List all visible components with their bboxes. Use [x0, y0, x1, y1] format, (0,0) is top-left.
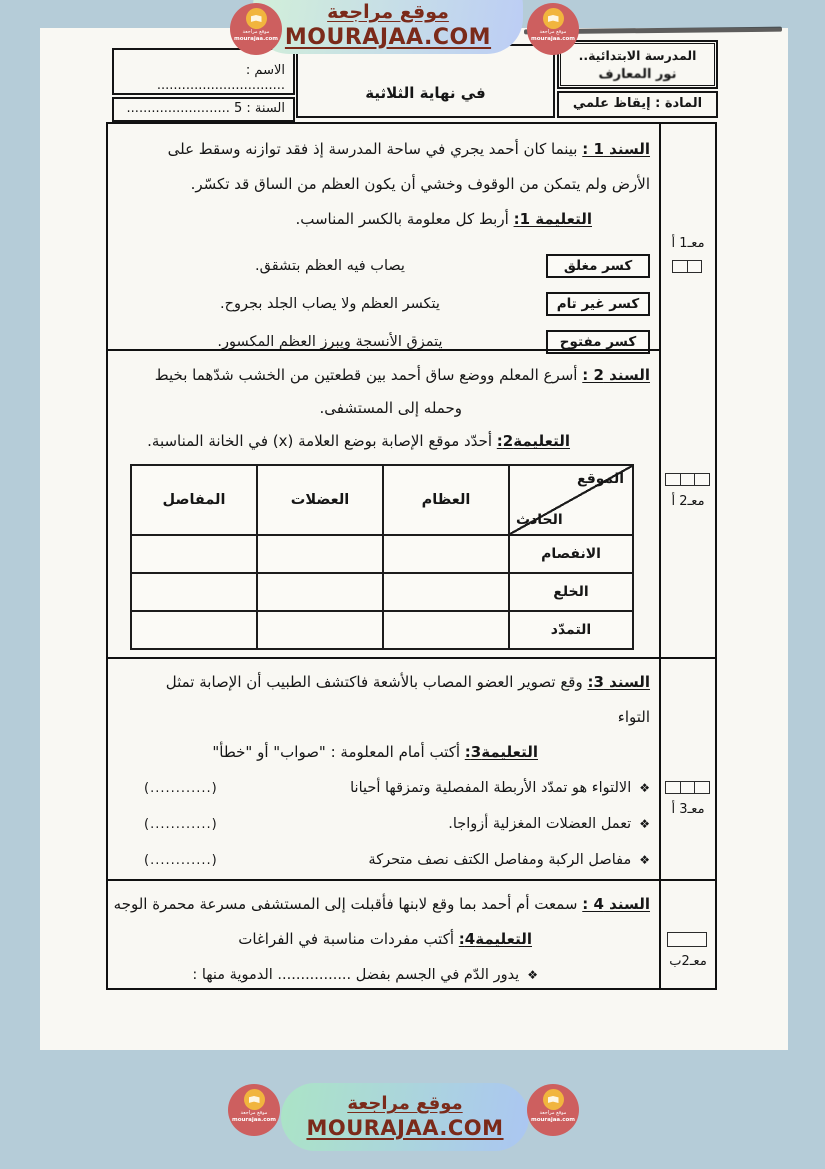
site-logo[interactable]	[230, 3, 282, 55]
criteria-checkboxes	[661, 932, 715, 947]
book-icon	[246, 8, 267, 29]
matching-exercise	[114, 247, 650, 361]
exam-content-column	[108, 124, 660, 988]
instruction-1-text: أربط كل معلومة بالكسر المناسب.	[295, 210, 509, 228]
score-box	[694, 781, 710, 794]
statement-text: تعمل العضلات المغزلية أزواجا.	[448, 816, 632, 832]
table-corner-cell	[509, 465, 633, 535]
site-logo[interactable]	[228, 1084, 280, 1136]
instruction-4-text: أكتب مفردات مناسبة في الفراغات	[238, 930, 455, 948]
site-url-link[interactable]: MOURAJAA.COM	[284, 24, 492, 50]
section-3	[108, 657, 660, 879]
grade-field: السنة : 5 .........................	[126, 101, 285, 116]
exam-period: في نهاية الثلاثية	[365, 84, 486, 102]
answer-cell	[131, 611, 257, 649]
matching-row	[114, 247, 650, 285]
score-box	[667, 932, 707, 947]
diamond-bullet-icon: ❖	[639, 781, 650, 795]
site-banner-top[interactable]	[253, 0, 523, 54]
fill-blank-text: يدور الدّم في الجسم بفضل ................ الدموية منها :	[192, 967, 520, 983]
section-4-title: السند 4 :	[582, 895, 650, 913]
school-name-handwritten: نور المعارف	[598, 67, 677, 83]
row-header: الانفصام	[509, 535, 633, 573]
criterion-2	[661, 473, 715, 509]
fracture-label-box: كسر مفتوح	[546, 330, 650, 354]
score-box	[665, 473, 681, 486]
section-3-text-line2: التواء	[617, 708, 650, 726]
site-name-arabic[interactable]: موقع مراجعة	[327, 0, 449, 23]
logo-text-arabic: موقع مراجعة	[539, 29, 567, 35]
fracture-label-box: كسر غير تام	[546, 292, 650, 316]
criterion-label: معـ1 أ	[671, 236, 705, 251]
criterion-label: معـ2ب	[669, 954, 707, 969]
matching-row	[114, 285, 650, 323]
answer-cell	[131, 573, 257, 611]
logo-text-arabic: موقع مراجعة	[539, 1110, 567, 1116]
logo-text-url: mourajaa.com	[530, 36, 576, 42]
student-name-box	[112, 48, 295, 95]
statement-text: مفاصل الركبة ومفاصل الكتف نصف متحركة	[368, 852, 632, 868]
true-false-item	[114, 842, 650, 878]
site-name-arabic[interactable]: موقع مراجعة	[347, 1093, 463, 1115]
subject-box	[557, 91, 718, 118]
site-banner-bottom[interactable]	[281, 1083, 529, 1151]
instruction-3-text: أكتب أمام المعلومة : "صواب" أو "خطأ"	[212, 743, 461, 761]
diamond-bullet-icon: ❖	[527, 968, 538, 982]
diamond-bullet-icon: ❖	[639, 853, 650, 867]
instruction-2-label: التعليمة2:	[496, 432, 570, 450]
criteria-margin-column	[659, 124, 715, 988]
criteria-divider	[661, 879, 715, 881]
section-2-text-line2: وحمله إلى المستشفى.	[319, 399, 462, 417]
logo-text-url: mourajaa.com	[231, 1117, 277, 1123]
criteria-checkboxes	[661, 473, 715, 486]
site-logo[interactable]	[527, 1084, 579, 1136]
school-name: المدرسة الابتدائية..	[578, 48, 697, 63]
section-1-text-line2: الأرض ولم يتمكن من الوقوف وخشي أن يكون العظم من الساق قد تكسّر.	[190, 175, 650, 193]
exam-frame	[106, 122, 717, 990]
row-header: التمدّد	[509, 611, 633, 649]
column-header-muscles: العضلات	[257, 465, 383, 535]
true-false-item	[114, 770, 650, 806]
criterion-4	[661, 932, 715, 969]
grade-year-box	[112, 97, 295, 122]
answer-cell	[257, 535, 383, 573]
logo-text-url: mourajaa.com	[530, 1117, 576, 1123]
score-box	[665, 781, 681, 794]
answer-cell	[383, 611, 509, 649]
answer-blank: (............)	[144, 780, 218, 796]
criteria-checkboxes	[661, 781, 715, 794]
instruction-2-text: أحدّد موقع الإصابة بوضع العلامة (x) في الخانة المناسبة.	[147, 432, 493, 450]
section-1-text-line1: بينما كان أحمد يجري في ساحة المدرسة إذ فقد توازنه وسقط على	[167, 140, 578, 158]
row-header: الخلع	[509, 573, 633, 611]
criterion-1	[661, 236, 715, 273]
section-2-title: السند 2 :	[582, 366, 650, 384]
score-box	[679, 781, 695, 794]
statement-text: الالتواء هو تمدّد الأربطة المفصلية وتمزقها أحيانا	[350, 780, 632, 796]
name-field: الاسم : ...............................	[156, 63, 285, 93]
answer-cell	[257, 573, 383, 611]
fracture-statement: يتمزق الأنسجة ويبرز العظم المكسور.	[217, 334, 443, 350]
score-box	[694, 473, 710, 486]
fracture-label-box: كسر مغلق	[546, 254, 650, 278]
answer-cell	[383, 535, 509, 573]
criteria-divider	[661, 657, 715, 659]
answer-blank: (............)	[144, 816, 218, 832]
book-icon	[244, 1089, 265, 1110]
column-header-bones: العظام	[383, 465, 509, 535]
section-1-title: السند 1 :	[582, 140, 650, 158]
score-box	[679, 473, 695, 486]
logo-text-arabic: موقع مراجعة	[240, 1110, 268, 1116]
score-box	[672, 260, 688, 273]
corner-label-incident: الحادث	[516, 512, 563, 528]
section-2-text-line1: أسرع المعلم ووضع ساق أحمد بين قطعتين من الخشب شدّهما بخيط	[154, 366, 578, 384]
school-box	[557, 40, 718, 89]
criterion-3	[661, 781, 715, 817]
column-header-joints: المفاصل	[131, 465, 257, 535]
section-4	[108, 879, 660, 992]
section-3-title: السند 3:	[587, 673, 650, 691]
criteria-checkboxes	[661, 260, 715, 273]
section-2	[108, 349, 660, 657]
criterion-label: معـ3 أ	[671, 802, 705, 817]
section-1	[108, 124, 660, 349]
site-url-link[interactable]: MOURAJAA.COM	[306, 1115, 504, 1140]
instruction-4-label: التعليمة4:	[458, 930, 532, 948]
answer-cell	[257, 611, 383, 649]
exam-period-box	[296, 44, 555, 118]
instruction-3-label: التعليمة3:	[464, 743, 538, 761]
section-3-text-line1: وقع تصوير العضو المصاب بالأشعة فاكتشف الطبيب أن الإصابة تمثل	[165, 673, 583, 691]
criterion-label: معـ2 أ	[671, 494, 705, 509]
answer-cell	[131, 535, 257, 573]
logo-text-url: mourajaa.com	[233, 36, 279, 42]
book-icon	[543, 8, 564, 29]
corner-label-location: الموقع	[577, 471, 624, 487]
score-box	[686, 260, 702, 273]
book-icon	[543, 1089, 564, 1110]
subject-label: المادة : إيقاظ علمي	[572, 96, 703, 111]
answer-blank: (............)	[144, 852, 218, 868]
answer-cell	[383, 573, 509, 611]
fracture-statement: يصاب فيه العظم بتشقق.	[255, 258, 405, 274]
diamond-bullet-icon: ❖	[639, 817, 650, 831]
site-logo[interactable]	[527, 3, 579, 55]
instruction-1-label: التعليمة 1:	[513, 210, 592, 228]
fill-blank-item	[114, 957, 538, 993]
fracture-statement: يتكسر العظم ولا يصاب الجلد بجروح.	[220, 296, 440, 312]
section-4-text-line1: سمعت أم أحمد بما وقع لابنها فأقبلت إلى المستشفى مسرعة محمرة الوجه	[113, 895, 578, 913]
logo-text-arabic: موقع مراجعة	[242, 29, 270, 35]
true-false-item	[114, 806, 650, 842]
injury-location-table	[130, 464, 634, 650]
